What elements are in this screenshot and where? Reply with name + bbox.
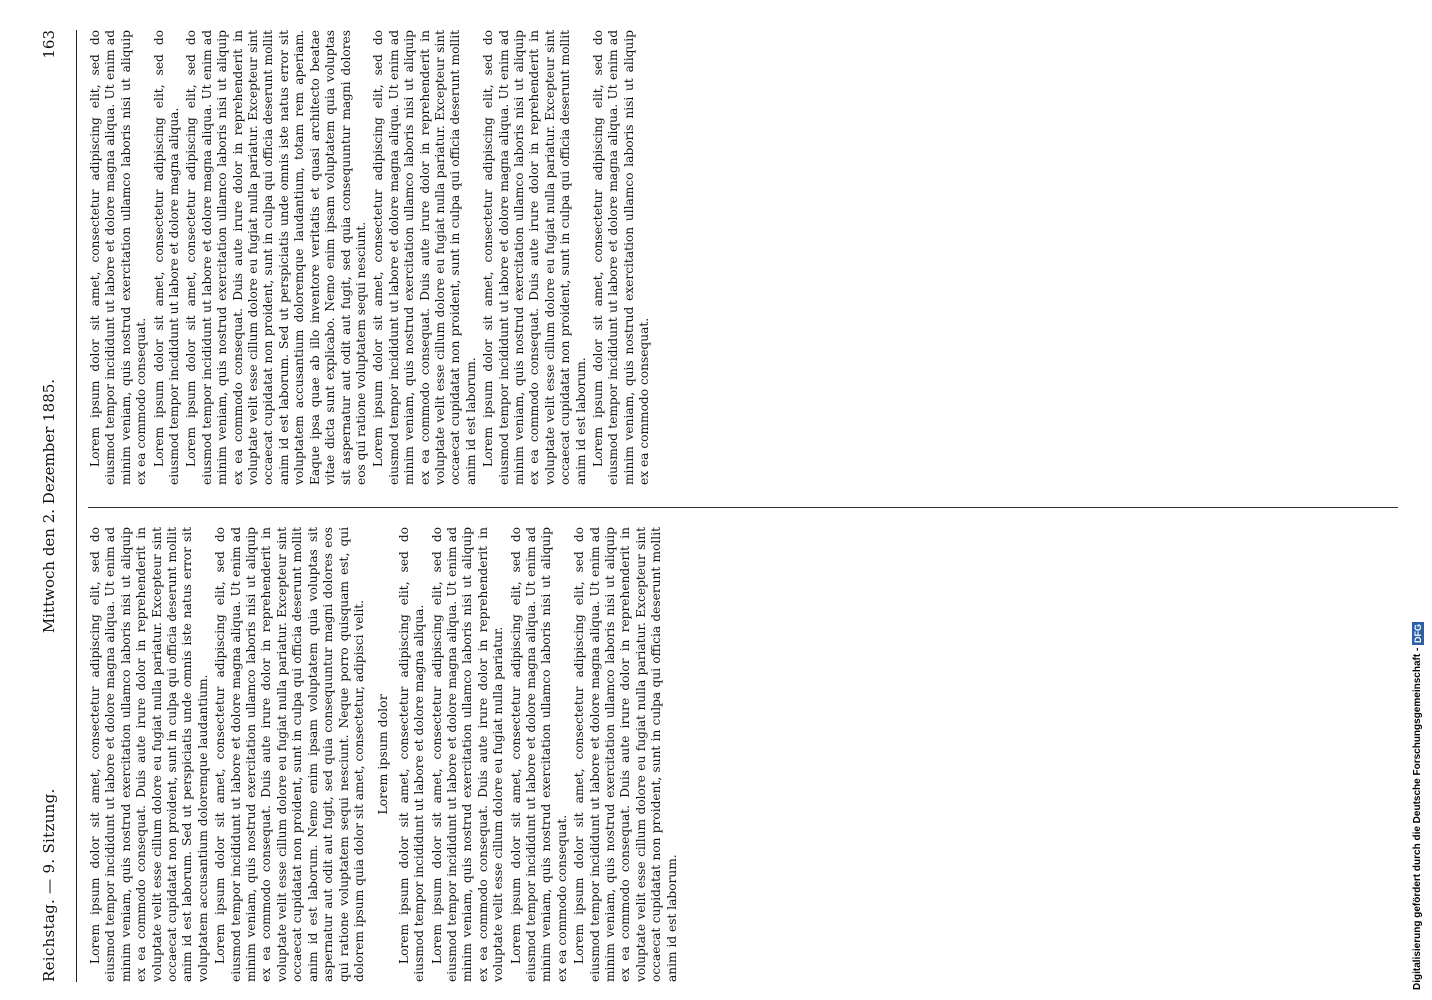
header-left: Reichstag. — 9. Sitzung.	[40, 788, 58, 982]
page-number: 163	[40, 30, 58, 59]
section-heading: Lorem ipsum dolor	[375, 694, 391, 815]
document-page	[30, 30, 1410, 982]
left-column	[88, 527, 1398, 982]
column-divider	[88, 507, 1398, 508]
dfg-attribution	[1410, 0, 1432, 1000]
paragraph: Lorem ipsum dolor sit amet, consectetur adipiscing elit, sed do eiusmod tempor incididunt ut labore et dolore magna aliqua. Ut enim ad minim veniam, quis nostrud exercitation ullamco laboris nisi ut aliquip ex ea commodo consequat. Duis aute irure dolor in reprehenderit in voluptate velit esse cillum dolore eu fugiat nulla pariatur. Excepteur sint occaecat cupidatat non proident, sunt in culpa qui officia deserunt mollit anim id est laborum. Sed ut perspiciatis unde omnis iste natus error sit voluptatem accusantium doloremque laudantium, totam rem aperiam. Eaque ipsa quae ab illo inventore veritatis et quasi architecto beatae vitae dicta sunt explicabo. Nemo enim ipsam voluptatem quia voluptas sit aspernatur aut odit aut fugit, sed quia consequuntur magni dolores eos qui ratione voluptatem sequi nesciunt.	[184, 30, 368, 485]
paragraph: Lorem ipsum dolor sit amet, consectetur adipiscing elit, sed do eiusmod tempor incididunt ut labore et dolore magna aliqua. Ut enim ad minim veniam, quis nostrud exercitation ullamco laboris nisi ut aliquip ex ea commodo consequat.	[591, 30, 652, 485]
paragraph: Lorem ipsum dolor sit amet, consectetur adipiscing elit, sed do eiusmod tempor incididunt ut labore et dolore magna aliqua. Ut enim ad minim veniam, quis nostrud exercitation ullamco laboris nisi ut aliquip ex ea commodo consequat.	[508, 527, 569, 982]
paragraph: Lorem ipsum dolor sit amet, consectetur adipiscing elit, sed do eiusmod tempor incididunt ut labore et dolore magna aliqua. Ut enim ad minim veniam, quis nostrud exercitation ullamco laboris nisi ut aliquip ex ea commodo consequat. Duis aute irure dolor in reprehenderit in voluptate velit esse cillum dolore eu fugiat nulla pariatur. Excepteur sint occaecat cupidatat non proident, sunt in culpa qui officia deserunt mollit anim id est laborum.	[371, 30, 478, 485]
paragraph: Lorem ipsum dolor sit amet, consectetur adipiscing elit, sed do eiusmod tempor incididunt ut labore et dolore magna aliqua. Ut enim ad minim veniam, quis nostrud exercitation ullamco laboris nisi ut aliquip ex ea commodo consequat. Duis aute irure dolor in reprehenderit in voluptate velit esse cillum dolore eu fugiat nulla pariatur. Excepteur sint occaecat cupidatat non proident, sunt in culpa qui officia deserunt mollit anim id est laborum.	[481, 30, 588, 485]
text-columns	[88, 30, 1398, 982]
paragraph: Lorem ipsum dolor sit amet, consectetur adipiscing elit, sed do eiusmod tempor incididunt ut labore et dolore magna aliqua. Ut enim ad minim veniam, quis nostrud exercitation ullamco laboris nisi ut aliquip ex ea commodo consequat.	[88, 30, 149, 485]
paragraph: Lorem ipsum dolor sit amet, consectetur adipiscing elit, sed do eiusmod tempor incididunt ut labore et dolore magna aliqua. Ut enim ad minim veniam, quis nostrud exercitation ullamco laboris nisi ut aliquip ex ea commodo consequat. Duis aute irure dolor in reprehenderit in voluptate velit esse cillum dolore eu fugiat nulla pariatur. Excepteur sint occaecat cupidatat non proident, sunt in culpa qui officia deserunt mollit anim id est laborum.	[572, 527, 679, 982]
paragraph: Lorem ipsum dolor sit amet, consectetur adipiscing elit, sed do eiusmod tempor incididunt ut labore et dolore magna aliqua. Ut enim ad minim veniam, quis nostrud exercitation ullamco laboris nisi ut aliquip ex ea commodo consequat. Duis aute irure dolor in reprehenderit in voluptate velit esse cillum dolore eu fugiat nulla pariatur. Excepteur sint occaecat cupidatat non proident, sunt in culpa qui officia deserunt mollit anim id est laborum. Nemo enim ipsam voluptatem quia voluptas sit aspernatur aut odit aut fugit, sed quia consequuntur magni dolores eos qui ratione voluptatem sequi nesciunt. Neque porro quisquam est, qui dolorem ipsum quia dolor sit amet, consectetur, adipisci velit.	[213, 527, 366, 982]
paragraph: Lorem ipsum dolor sit amet, consectetur adipiscing elit, sed do eiusmod tempor incididunt ut labore et dolore magna aliqua.	[396, 527, 427, 982]
header-center: Mittwoch den 2. Dezember 1885.	[40, 378, 58, 634]
paragraph: Lorem ipsum dolor sit amet, consectetur adipiscing elit, sed do eiusmod tempor incididunt ut labore et dolore magna aliqua. Ut enim ad minim veniam, quis nostrud exercitation ullamco laboris nisi ut aliquip ex ea commodo consequat. Duis aute irure dolor in reprehenderit in voluptate velit esse cillum dolore eu fugiat nulla pariatur.	[429, 527, 506, 982]
paragraph: Lorem ipsum dolor sit amet, consectetur adipiscing elit, sed do eiusmod tempor incididunt ut labore et dolore magna aliqua. Ut enim ad minim veniam, quis nostrud exercitation ullamco laboris nisi ut aliquip ex ea commodo consequat. Duis aute irure dolor in reprehenderit in voluptate velit esse cillum dolore eu fugiat nulla pariatur. Excepteur sint occaecat cupidatat non proident, sunt in culpa qui officia deserunt mollit anim id est laborum. Sed ut perspiciatis unde omnis iste natus error sit voluptatem accusantium doloremque laudantium.	[88, 527, 210, 982]
page-header	[30, 30, 77, 982]
paragraph: Lorem ipsum dolor sit amet, consectetur adipiscing elit, sed do eiusmod tempor incididunt ut labore et dolore magna aliqua.	[151, 30, 182, 485]
attribution-text: Digitalisierung gefördert durch die Deutsche Forschungsgemeinschaft -	[1412, 647, 1423, 990]
dfg-badge: DFG	[1413, 623, 1423, 643]
right-column	[88, 30, 1398, 485]
